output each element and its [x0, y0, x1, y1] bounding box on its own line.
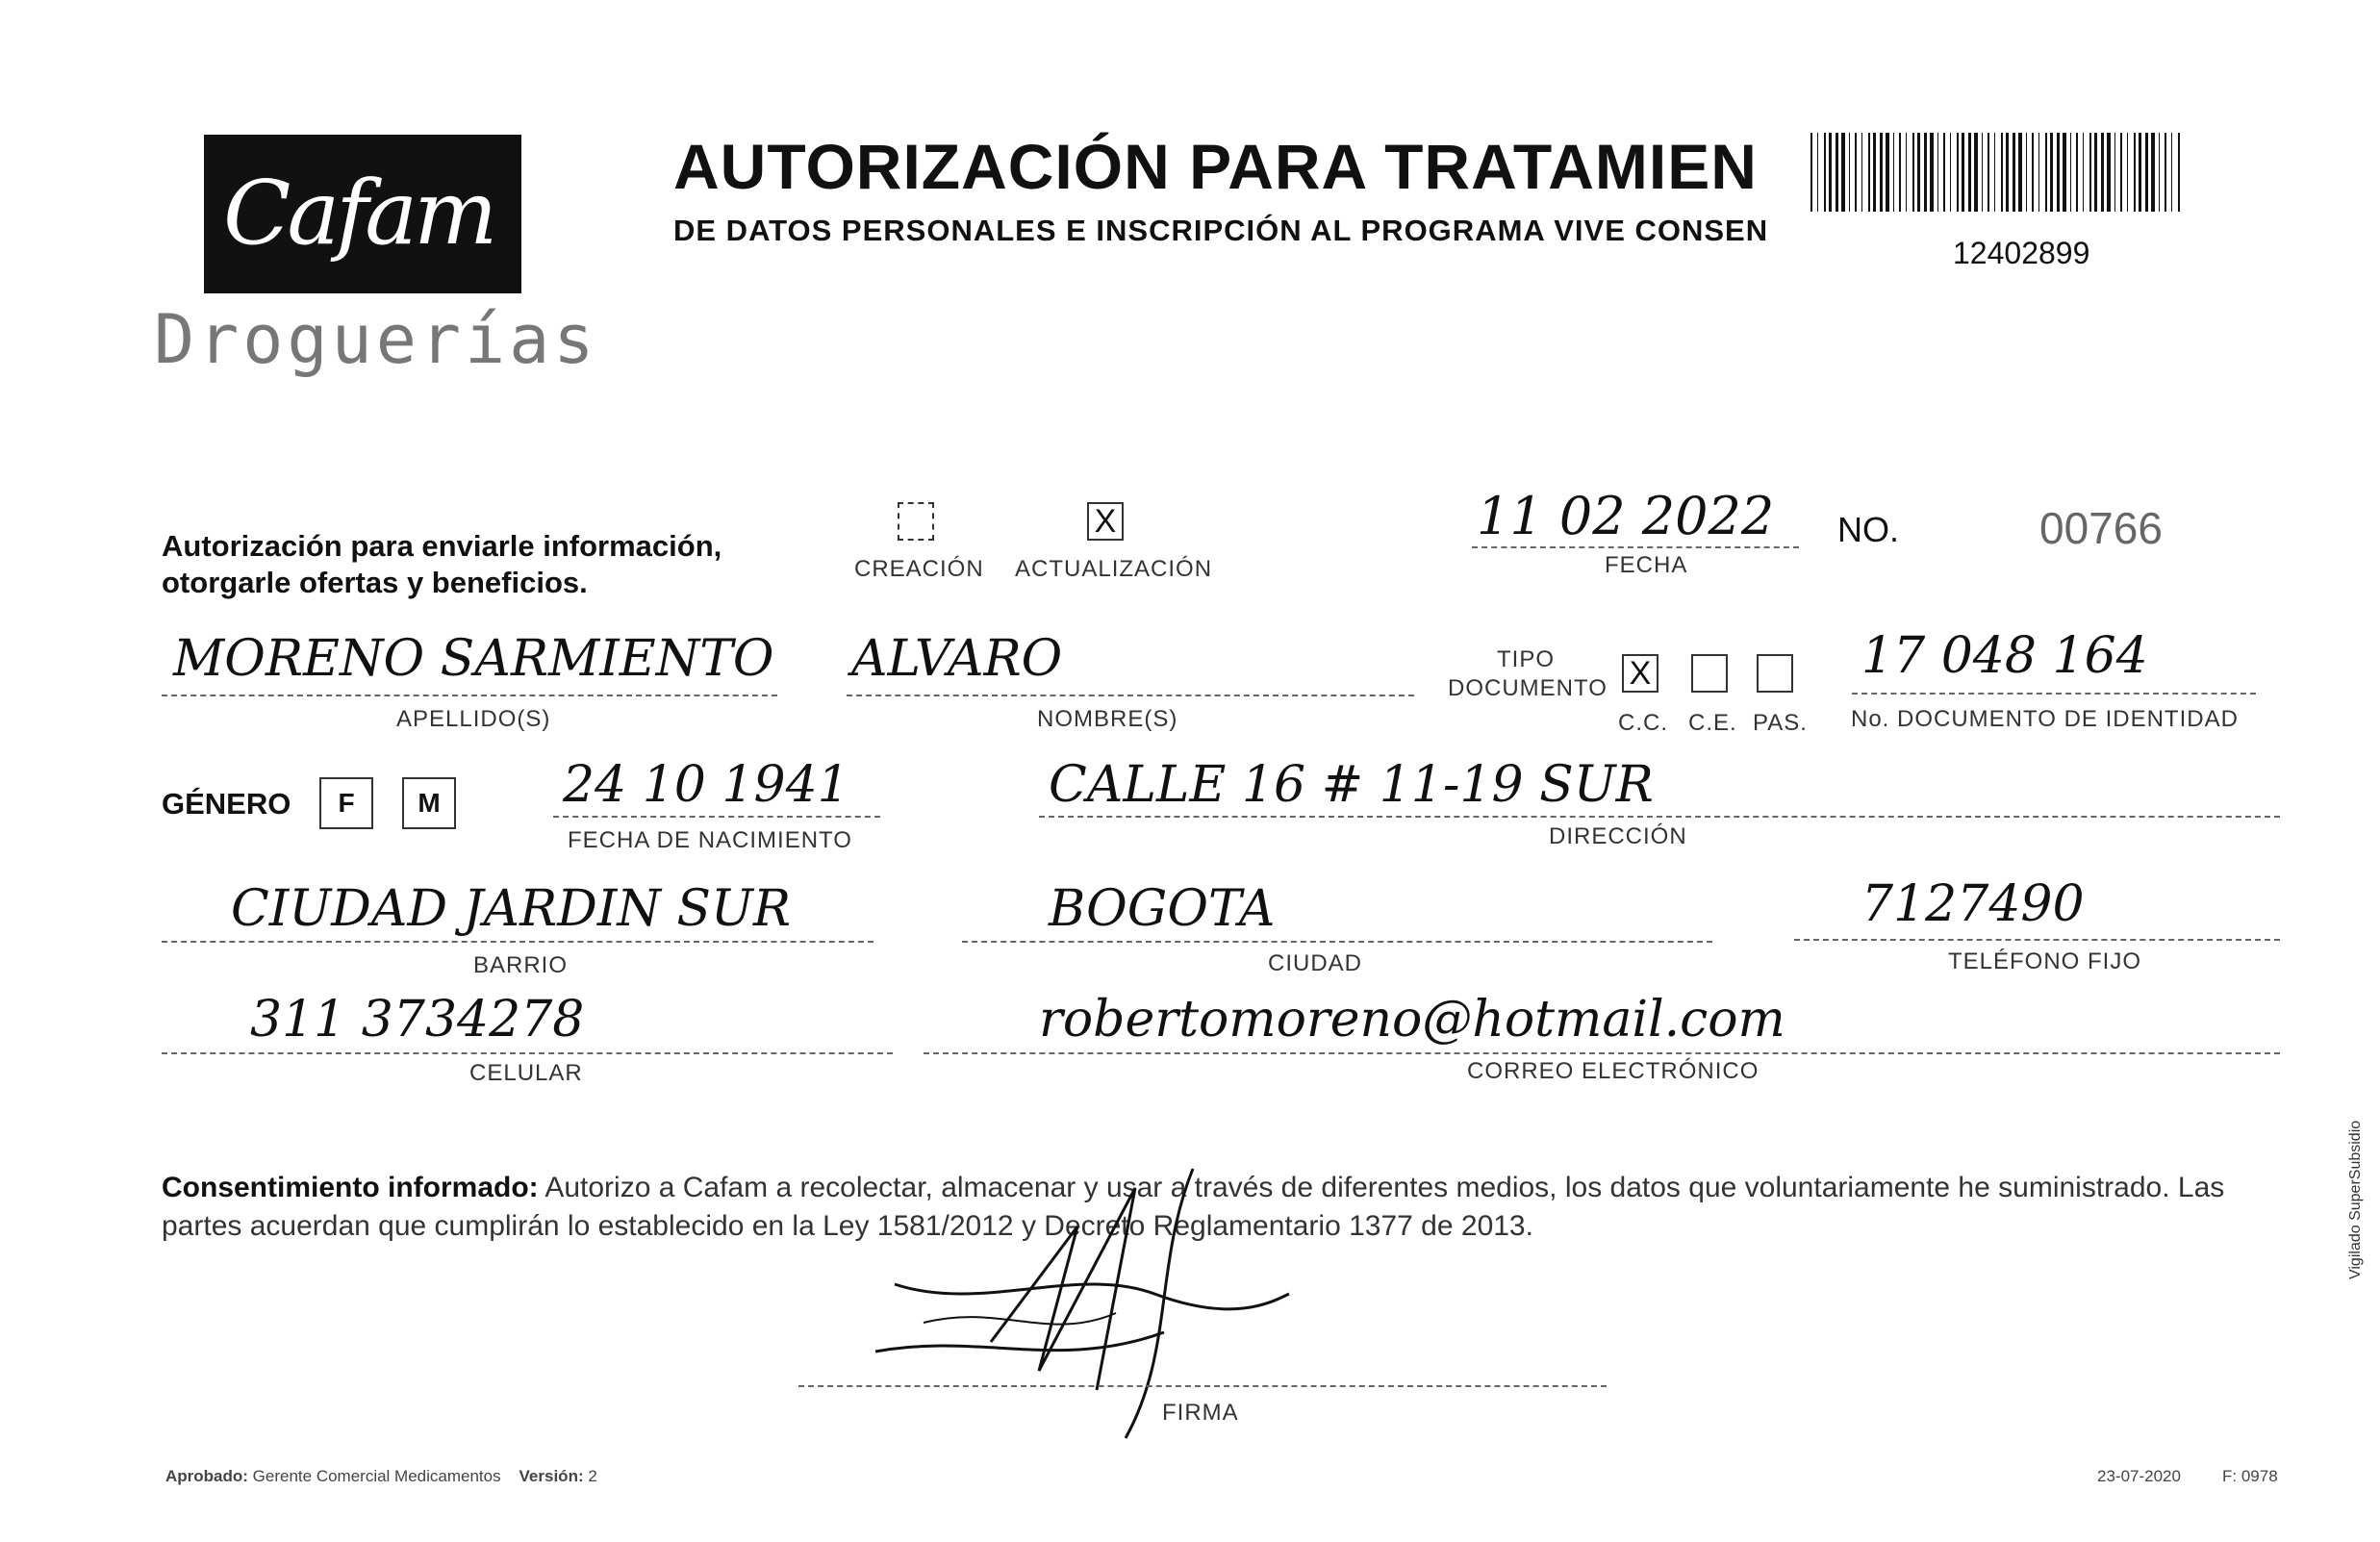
tipo-doc-ce-label: C.E.: [1688, 710, 1737, 736]
fecha-label: FECHA: [1605, 552, 1688, 578]
nacimiento-value: 24 10 1941: [563, 756, 849, 814]
celular-value: 311 3734278: [250, 991, 585, 1049]
genero-f-checkbox[interactable]: F: [319, 777, 373, 829]
nombres-value: ALVARO: [851, 630, 1063, 688]
celular-label: CELULAR: [469, 1060, 583, 1086]
nacimiento-underline: [553, 816, 880, 818]
actualizacion-label: ACTUALIZACIÓN: [1015, 556, 1213, 582]
fecha-value: 11 02 2022: [1477, 486, 1775, 546]
fecha-underline: [1472, 546, 1799, 548]
genero-m-checkbox[interactable]: M: [402, 777, 456, 829]
correo-underline: [924, 1052, 2280, 1054]
tipo-doc-ce-checkbox[interactable]: [1691, 654, 1728, 693]
tipo-doc-label-1: TIPO: [1497, 646, 1556, 672]
nombres-label: NOMBRE(S): [1037, 706, 1178, 732]
brand-logo-text: Cafam: [223, 162, 494, 265]
direccion-value: CALLE 16 # 11-19 SUR: [1049, 756, 1654, 814]
tipo-doc-cc-checkbox[interactable]: X: [1622, 654, 1658, 693]
barcode-icon: [1810, 133, 2182, 212]
tipo-doc-cc-label: C.C.: [1618, 710, 1668, 736]
nombres-underline: [847, 695, 1414, 696]
apellidos-label: APELLIDO(S): [396, 706, 551, 732]
side-vigilado-text: Vigilado SuperSubsidio: [2347, 1120, 2364, 1279]
signature-underline: [798, 1385, 1607, 1387]
creacion-label: CREACIÓN: [854, 556, 984, 582]
footer-form-code: F: 0978: [2222, 1467, 2278, 1485]
telefono-underline: [1794, 939, 2280, 941]
page-title: AUTORIZACIÓN PARA TRATAMIEN: [673, 131, 1758, 202]
nacimiento-label: FECHA DE NACIMIENTO: [568, 827, 852, 853]
genero-label: GÉNERO: [162, 787, 291, 821]
celular-underline: [162, 1052, 893, 1054]
direccion-underline: [1039, 816, 2280, 818]
correo-label: CORREO ELECTRÓNICO: [1467, 1058, 1760, 1084]
consent-text: Autorizo a Cafam a recolectar, almacenar y usar a través de diferentes medios, los datos que voluntariamente he suministrado. Las partes acuerdan que cumplirán lo establecido en la Ley 1581/2012 y Decreto Reglamentario 1377 de 2013.: [162, 1172, 2225, 1242]
documento-underline: [1852, 693, 2256, 695]
documento-value: 17 048 164: [1861, 627, 2148, 685]
footer-version-value: 2: [588, 1467, 597, 1485]
direccion-label: DIRECCIÓN: [1549, 823, 1687, 849]
ciudad-underline: [962, 941, 1712, 943]
barrio-label: BARRIO: [473, 952, 569, 978]
ciudad-value: BOGOTA: [1049, 880, 1276, 938]
actualizacion-checkbox[interactable]: X: [1087, 502, 1124, 541]
apellidos-value: MORENO SARMIENTO: [173, 630, 774, 688]
ciudad-label: CIUDAD: [1268, 950, 1363, 976]
barcode-number: 12402899: [1953, 236, 2090, 270]
telefono-value: 7127490: [1861, 875, 2085, 933]
tipo-doc-label-2: DOCUMENTO: [1448, 675, 1608, 701]
signature-icon: [866, 1150, 1308, 1448]
numero-value: 00766: [2039, 503, 2163, 553]
creacion-checkbox[interactable]: [898, 502, 934, 541]
intro-line-1: Autorización para enviarle información,: [162, 529, 722, 563]
footer-approved-value: Gerente Comercial Medicamentos: [252, 1467, 501, 1485]
intro-line-2: otorgarle ofertas y beneficios.: [162, 566, 588, 599]
apellidos-underline: [162, 695, 777, 696]
numero-label: NO.: [1837, 510, 1900, 549]
footer-version-label: Versión:: [519, 1467, 584, 1485]
footer-date: 23-07-2020: [2097, 1467, 2181, 1485]
brand-logo-subtitle: Droguerías: [154, 300, 598, 379]
consent-title: Consentimiento informado:: [162, 1172, 539, 1203]
barrio-value: CIUDAD JARDIN SUR: [231, 880, 792, 938]
page-subtitle: DE DATOS PERSONALES E INSCRIPCIÓN AL PROGRAMA VIVE CONSEN: [673, 214, 1769, 247]
barrio-underline: [162, 941, 874, 943]
tipo-doc-pas-label: PAS.: [1753, 710, 1808, 736]
signature-label: FIRMA: [1162, 1400, 1239, 1426]
telefono-label: TELÉFONO FIJO: [1948, 948, 2142, 974]
footer-approved-label: Aprobado:: [165, 1467, 248, 1485]
tipo-doc-pas-checkbox[interactable]: [1757, 654, 1793, 693]
documento-label: No. DOCUMENTO DE IDENTIDAD: [1851, 706, 2239, 732]
footer-approved: [165, 1467, 597, 1486]
correo-value: robertomoreno@hotmail.com: [1039, 991, 1785, 1049]
